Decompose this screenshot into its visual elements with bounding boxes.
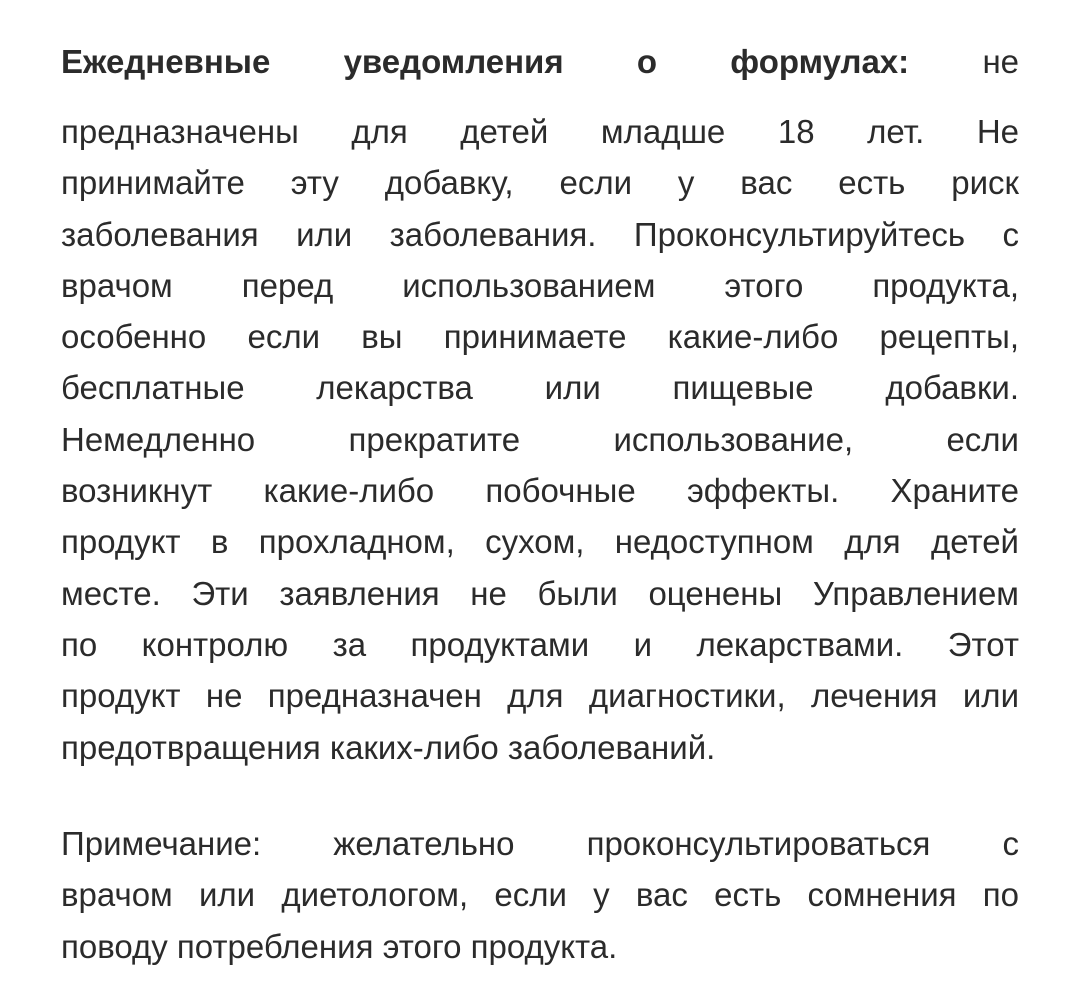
note-line: поводу потребления этого продукта. (61, 927, 618, 965)
warning-body-line: врачом перед использованием этого продукта, (61, 266, 1019, 304)
warning-body-line: продукт не предназначен для диагностики, лечения или (61, 677, 1019, 715)
warning-body-line: возникнут какие-либо побочные эффекты. Храните (61, 472, 1019, 510)
warning-heading-tail: не (982, 43, 1020, 80)
note-line: врачом или диетологом, если у вас есть сомнения по (61, 876, 1019, 914)
warning-body-line: особенно если вы принимаете какие-либо рецепты, (61, 318, 1019, 356)
warning-body (61, 106, 1019, 773)
warning-body-line: принимайте эту добавку, если у вас есть риск (61, 164, 1019, 202)
warning-body-line: продукт в прохладном, сухом, недоступном для детей (61, 523, 1019, 561)
warning-heading: Ежедневные уведомления о формулах: (61, 43, 910, 80)
warning-body-line: предотвращения каких-либо заболеваний. (61, 728, 716, 766)
note-line: Примечание: желательно проконсультироваться с (61, 825, 1019, 862)
warning-heading-line (61, 40, 1019, 84)
note-paragraph (61, 818, 1019, 972)
warning-body-line: Немедленно прекратите использование, если (61, 420, 1019, 458)
warning-body-line: месте. Эти заявления не были оценены Управлением (61, 574, 1019, 612)
warning-body-line: бесплатные лекарства или пищевые добавки. (61, 369, 1019, 407)
warning-body-line: предназначены для детей младше 18 лет. Не (61, 113, 1019, 150)
warning-body-line: заболевания или заболевания. Проконсультируйтесь с (61, 215, 1019, 253)
warning-body-line: по контролю за продуктами и лекарствами. Этот (61, 625, 1019, 663)
